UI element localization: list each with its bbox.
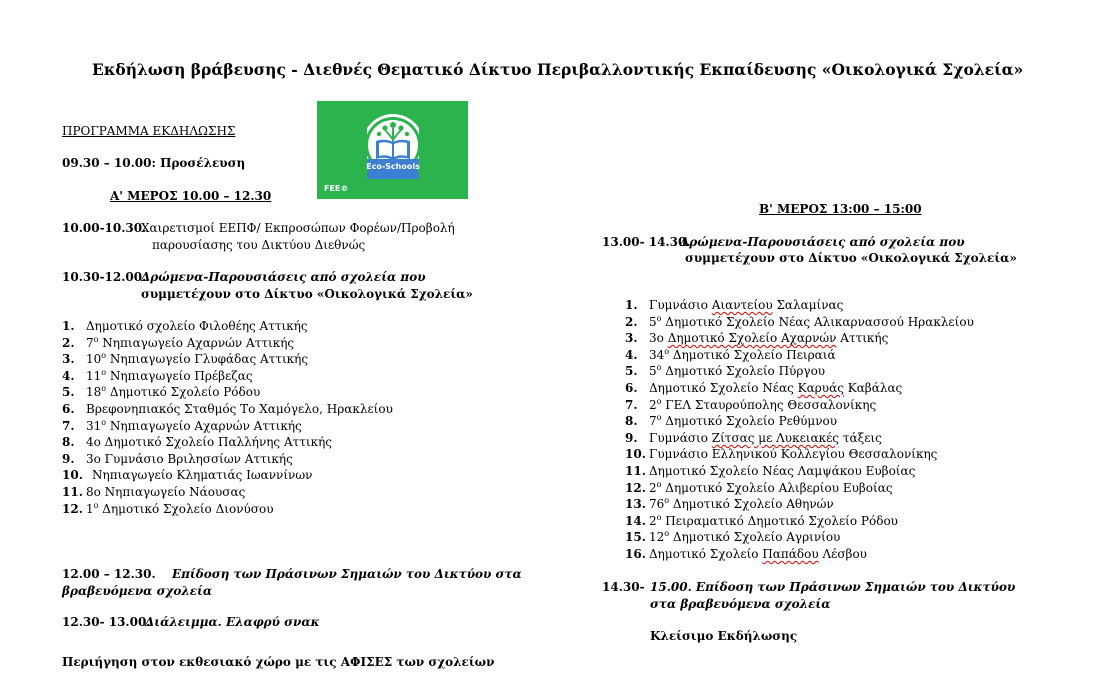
item-text: $5^o$ Δημοτικό Σχολείο Νέας Αλικαρνασσού Ηρακλείου [649,313,974,329]
list-item [62,352,482,369]
part-a-heading: Α' ΜΕΡΟΣ 10.00 – 12.30 [110,189,272,203]
item-text: 3ο Δημοτικό Σχολείο Αχαρνών Αττικής [649,331,889,346]
arrival-line: 09.30 – 10.00: Προσέλευση [62,156,246,170]
eco-schools-logo [317,101,468,199]
item-text: $2^o$ Πειραματικό Δημοτικό Σχολείο Ρόδου [649,512,898,528]
item-number: 8. [625,414,638,429]
item-text: Δημοτικό σχολείο Φιλοθέης Αττικής [86,319,308,333]
item-number: 7. [62,418,75,433]
flags-a-line2: βραβευόμενα σχολεία [62,584,213,598]
item-number: 8. [62,435,75,450]
flags-a-time: 12.00 – 12.30. [62,567,156,581]
list-item [625,481,1065,498]
item-number: 13. [625,497,646,512]
item-text: Γυμνάσιο Ελληνικού Κολλεγίου Θεσσαλονίκης [649,447,938,462]
item-text: $31^o$ Νηπιαγωγείο Αχαρνών Αττικής [86,417,302,433]
list-item [625,381,1065,398]
item-text: Γυμνάσιο Ζίτσας με Λυκειακές τάξεις [649,430,882,445]
item-number: 2. [62,335,75,350]
greetings-line1: Χαιρετισμοί ΕΕΠΦ/ Εκπροσώπων Φορέων/Προβολή [141,221,455,235]
list-item [62,468,482,485]
item-number: 9. [62,451,75,466]
item-text: $7^o$ Δημοτικό Σχολείο Ρεθύμνου [649,413,838,429]
list-item [62,369,482,386]
item-text: $1^o$ Δημοτικό Σχολείο Διονύσου [86,500,274,516]
item-number: 4. [625,347,638,362]
item-number: 16. [625,546,646,561]
break-text: Διάλειμμα. Ελαφρύ σνακ [145,615,320,629]
item-text: $76^o$ Δημοτικό Σχολείο Αθηνών [649,496,834,512]
perf-a-line2: συμμετέχουν στο Δίκτυο «Οικολογικά Σχολεία» [141,287,473,301]
part-a-school-list [62,319,482,518]
list-item [62,385,482,402]
item-number: 15. [625,530,646,545]
item-text: $2^o$ Δημοτικό Σχολείο Αλιβερίου Ευβοίας [649,479,893,495]
item-number: 1. [62,319,75,333]
perf-b-time: 13.00- 14.30. [602,235,691,249]
item-number: 12. [625,480,646,495]
list-item [625,497,1065,514]
list-item [625,431,1065,448]
item-number: 1. [625,298,638,312]
item-number: 5. [62,385,75,400]
break-time: 12.30- 13.00. [62,615,151,629]
part-b-school-list [625,298,1065,564]
list-item [625,298,1065,315]
item-number: 11. [62,484,83,499]
flags-b-line2: στα βραβευόμενα σχολεία [650,597,831,611]
list-item [625,514,1065,531]
list-item [62,435,482,452]
list-item [62,452,482,469]
program-heading: ΠΡΟΓΡΑΜΜΑ ΕΚΔΗΛΩΣΗΣ [62,124,236,138]
list-item [62,319,482,336]
item-text: $18^o$ Δημοτικό Σχολείο Ρόδου [86,384,261,400]
list-item [62,336,482,353]
greetings-time: 10.00-10.30. [62,221,147,235]
item-number: 2. [625,314,638,329]
item-text: Δημοτικό Σχολείο Νέας Λαμψάκου Ευβοίας [649,463,916,478]
item-number: 12. [62,501,83,516]
item-text: Βρεφονηπιακός Σταθμός Το Χαμόγελο, Ηρακλείου [86,401,393,416]
item-number: 9. [625,430,638,445]
item-text: $10^o$ Νηπιαγωγείο Γλυφάδας Αττικής [86,351,309,367]
item-text: $11^o$ Νηπιαγωγείο Πρέβεζας [86,367,253,383]
perf-a-line1: Δρώμενα-Παρουσιάσεις από σχολεία που [141,270,426,284]
list-item [62,419,482,436]
perf-b-line1: Δρώμενα-Παρουσιάσεις από σχολεία που [680,235,965,249]
tour-line: Περιήγηση στον εκθεσιακό χώρο με τις ΑΦΙΣΕΣ των σχολείων [62,655,495,669]
item-text: Γυμνάσιο Αιαντείου Σαλαμίνας [649,298,844,312]
item-number: 11. [625,463,646,478]
item-text: 4ο Δημοτικό Σχολείο Παλλήνης Αττικής [86,435,333,450]
perf-b-line2: συμμετέχουν στο Δίκτυο «Οικολογικά Σχολεία» [685,251,1017,265]
item-text: Δημοτικό Σχολείο Παπάδου Λέσβου [649,546,867,561]
list-item [625,447,1065,464]
list-item [625,315,1065,332]
logo-ribbon-text: Eco-Schools [366,162,420,171]
item-text: 8ο Νηπιαγωγείο Νάουσας [86,484,246,499]
greetings-line2: παρουσίασης του Δικτύου Διεθνώς [152,238,366,252]
item-number: 10. [625,447,646,462]
part-b-heading: Β' ΜΕΡΟΣ 13:00 – 15:00 [759,202,922,216]
item-number: 7. [625,397,638,412]
logo-fee-text: FEE® [324,184,349,193]
item-number: 6. [62,401,75,416]
list-item [625,547,1065,564]
item-text: $2^o$ ΓΕΛ Σταυρούπολης Θεσσαλονίκης [649,396,877,412]
item-number: 4. [62,368,75,383]
item-text: Δημοτικό Σχολείο Νέας Καρυάς Καβάλας [649,380,903,395]
item-number: 3. [625,331,638,346]
flags-a-line1: Επίδοση των Πράσινων Σημαιών του Δικτύου στα [172,567,522,581]
item-text: $7^o$ Νηπιαγωγείο Αχαρνών Αττικής [86,334,295,350]
item-number: 3. [62,352,75,367]
list-item [625,414,1065,431]
item-number: 10. [62,468,83,483]
list-item [625,398,1065,415]
document-title: Εκδήλωση βράβευσης - Διεθνές Θεματικό Δίκτυο Περιβαλλοντικής Εκπαίδευσης «Οικολογικά Σχολεία» [92,60,1024,79]
item-number: 5. [625,364,638,379]
item-text: $34^o$ Δημοτικό Σχολείο Πειραιά [649,346,836,362]
list-item [625,364,1065,381]
item-text: 3ο Γυμνάσιο Βριλησσίων Αττικής [86,451,293,466]
item-text: Νηπιαγωγείο Κληματιάς Ιωαννίνων [92,468,313,483]
list-item [62,402,482,419]
flags-b-time: 14.30- [602,580,645,594]
item-number: 14. [625,513,646,528]
flags-b-line1: 15.00. Επίδοση των Πράσινων Σημαιών του Δικτύου [650,580,1016,594]
list-item [625,464,1065,481]
list-item [625,331,1065,348]
perf-a-time: 10.30-12.00. [62,270,147,284]
item-text: $5^o$ Δημοτικό Σχολείο Πύργου [649,363,826,379]
list-item [625,348,1065,365]
list-item [625,530,1065,547]
item-text: $12^o$ Δημοτικό Σχολείο Αγρινίου [649,529,841,545]
list-item [62,502,482,519]
closing-line: Κλείσιμο Εκδήλωσης [650,629,798,643]
item-number: 6. [625,380,638,395]
list-item [62,485,482,502]
eco-schools-emblem-icon [367,111,419,193]
